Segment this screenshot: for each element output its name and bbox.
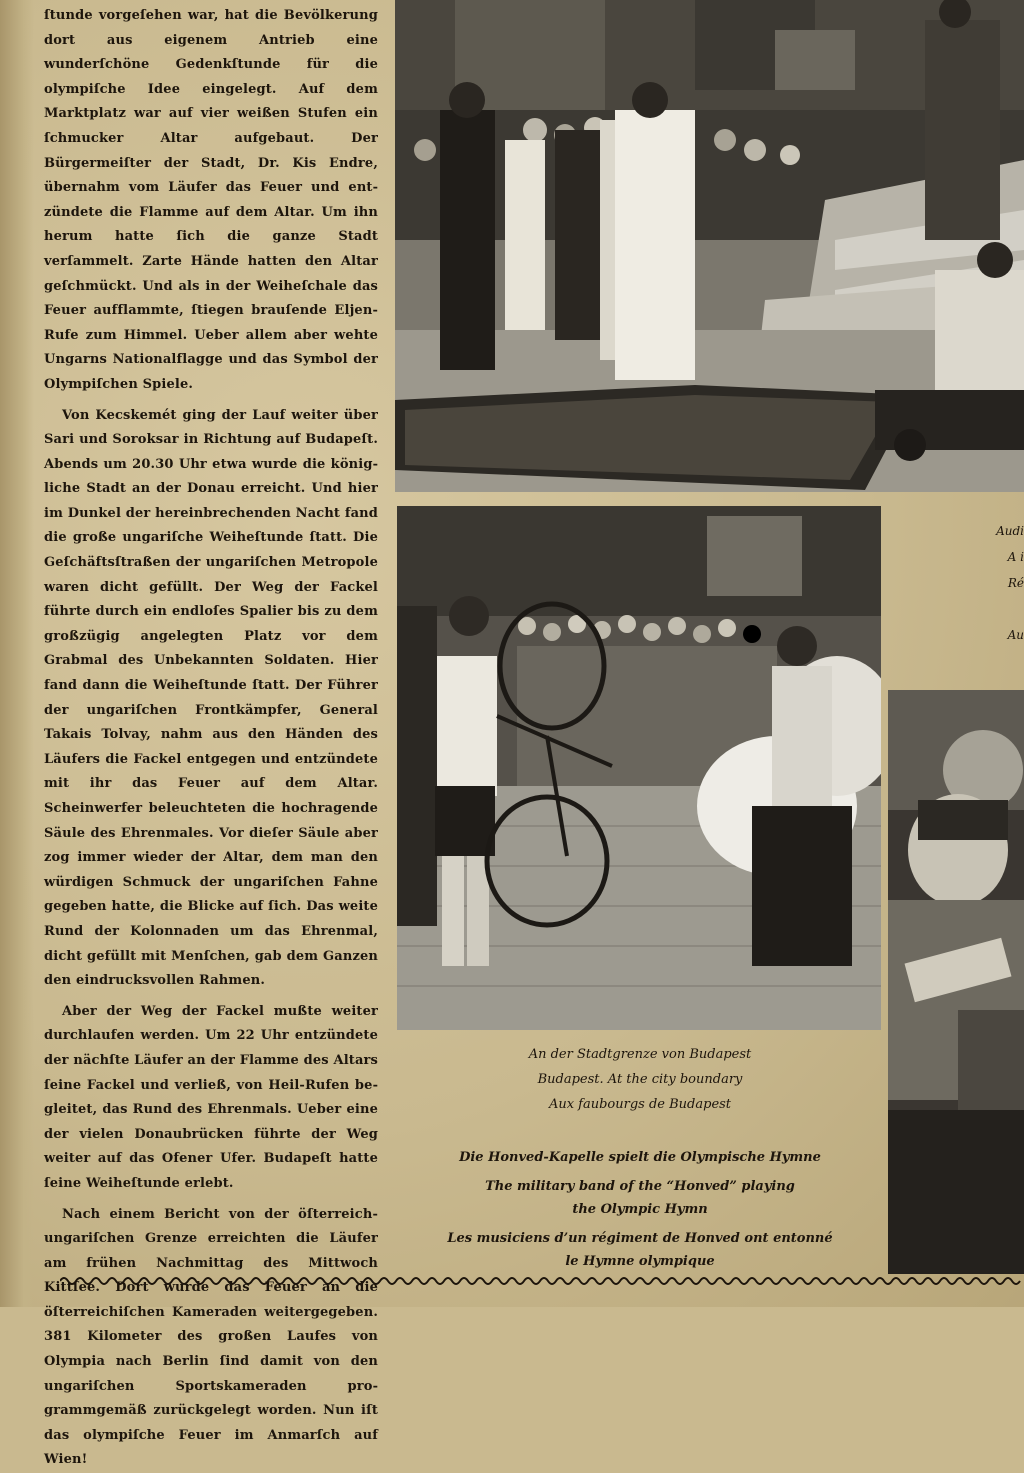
caption-fragment-line: [982, 596, 1024, 622]
caption-fragment-line: Au: [982, 622, 1024, 648]
wavy-divider-rule: [60, 1274, 1024, 1288]
caption-fragment-line: Audi: [982, 518, 1024, 544]
caption-line-german: Die Honved-Kapelle spielt die Olympische Hymne: [412, 1146, 868, 1169]
caption-city-boundary: [410, 1042, 870, 1117]
article-paragraph: Aber der Weg der Fackel mußte weiter durchlaufen werden. Um 22 Uhr entzündete der nächſte Läufer an der Flamme des Altars ſeine Fackel und verließ, von Heil-Rufen begleitet, das Rund des Ehrenmals. Ueber eine der vielen Donaubrücken führte der Weg weiter auf das Ofener Ufer. Budapeſt hatte ſeine Weiheſtunde erlebt.: [44, 1000, 378, 1197]
article-column: [44, 4, 378, 1473]
caption-line-french: Les musiciens d’un régiment de Honved ont entonné: [412, 1227, 868, 1250]
page-fold-shadow: [0, 0, 34, 1307]
caption-line-english: Budapest. At the city boundary: [410, 1067, 870, 1092]
caption-line-english-cont: the Olympic Hymn: [412, 1198, 868, 1221]
cropped-caption-fragment: [982, 518, 1024, 648]
article-paragraph: Von Kecskemét ging der Lauf weiter über Sari und Soroksar in Richtung auf Budapeſt. Abends um 20.30 Uhr etwa wurde die königliche Stadt an der Donau erreicht. Und hier im Dunkel der hereinbrechenden Nacht fand die große ungariſche Weiheſtunde ſtatt. Die Geſchäftsſtraßen der ungariſchen Metropole waren dicht gefüllt. Der Weg der Fackel führte durch ein endloſes Spalier bis zu dem großzügig angelegten Platz vor dem Grabmal des Unbekannten Soldaten. Hier fand dann die Weiheſtunde ſtatt. Der Führer der ungariſchen Frontkämpfer, General Takais Tolvay, nahm aus den Händen des Läufers die Fackel entgegen und entzündete mit ihr das Feuer auf dem Altar. Scheinwerfer beleuchteten die hochragende Säule des Ehrenmales. Vor dieſer Säule aber zog immer wieder der Altar, dem man den würdigen Schmuck der ungariſchen Fahne gegeben hatte, die Blicke auf ſich. Das weite Rund der Kolonnaden um das Ehrenmal, dicht gefüllt mit Menſchen, gab dem Ganzen den eindrucksvollen Rahmen.: [44, 404, 378, 994]
photo-honved-band: [888, 690, 1024, 1274]
article-paragraph: ſtunde vorgeſehen war, hat die Bevölkerung dort aus eigenem Antrieb eine wunderſchöne Gedenkſtunde für die olympiſche Idee eingelegt. Auf dem Marktplatz war auf vier weißen Stufen ein ſchmucker Altar aufgebaut. Der Bürgermeiſter der Stadt, Dr. Kis Endre, übernahm vom Läufer das Feuer und entzündete die Flamme auf dem Altar. Um ihn herum hatte ſich die ganze Stadt verſammelt. Zarte Hände hatten den Altar geſchmückt. Und als in der Weiheſchale das Feuer aufflammte, ſtiegen brauſende Eljen-Rufe zum Himmel. Ueber allem aber wehte Ungarns Nationalflagge und das Symbol der Olympiſchen Spiele.: [44, 4, 378, 398]
caption-honved-band: [412, 1146, 868, 1273]
caption-line-french-cont: le Hymne olympique: [412, 1250, 868, 1273]
photo-altar-ceremony: [395, 0, 1024, 492]
caption-line-german: An der Stadtgrenze von Budapest: [410, 1042, 870, 1067]
caption-line-french: Aux faubourgs de Budapest: [410, 1092, 870, 1117]
caption-fragment-line: Ré: [982, 570, 1024, 596]
caption-line-english: The military band of the “Honved” playing: [412, 1175, 868, 1198]
article-paragraph: Nach einem Bericht von der öſterreich-ungariſchen Grenze erreichten die Läufer am frühen Nachmittag des Mittwoch Kittſee. Dort wurde das Feuer an die öſterreichiſchen Kameraden weitergegeben. 381 Kilometer des großen Laufes von Olympia nach Berlin ſind damit von den ungariſchen Sportskameraden programmgemäß zurückgelegt worden. Nun iſt das olympiſche Feuer im Anmarſch auf Wien!: [44, 1203, 378, 1473]
caption-fragment-line: A i: [982, 544, 1024, 570]
photo-torch-handover: [397, 506, 881, 1030]
